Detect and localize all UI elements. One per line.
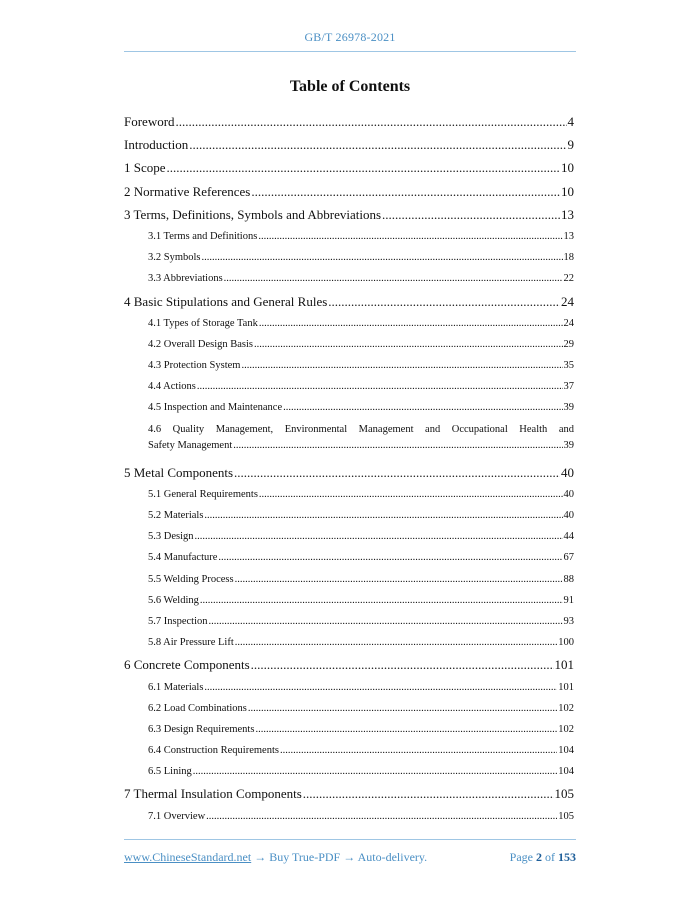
toc-subentry[interactable] [148,611,574,632]
toc-entry[interactable] [148,419,574,461]
toc-entry[interactable] [124,180,574,203]
toc-subentry[interactable] [148,740,574,761]
toc-entry-label: 4.6 Quality Management, Environmental Management and Occupational Health and [148,423,574,435]
toc-entry[interactable] [124,461,574,484]
toc-subentry[interactable] [148,677,574,698]
toc-subentry[interactable] [148,698,574,719]
dot-leader [259,484,563,505]
toc-entry-label: 5.7 Inspection [148,615,208,627]
toc-subentry[interactable] [148,313,574,334]
toc-entry-page: 39 [563,439,574,451]
dot-leader [235,632,558,653]
toc-subentry[interactable] [148,376,574,397]
toc-entry-label: 5.6 Welding [148,594,199,606]
toc-entry-label: 6.4 Construction Requirements [148,745,279,757]
dot-leader [235,569,563,590]
footer-rule [124,839,576,840]
toc-entry-page: 102 [558,723,574,735]
dot-leader [303,782,554,805]
dot-leader [204,505,562,526]
page-total: 153 [558,850,576,864]
toc-entry-label: 4.2 Overall Design Basis [148,338,253,350]
dot-leader [200,590,563,611]
dot-leader [209,611,563,632]
toc-entry-page: 102 [558,702,574,714]
toc-entry[interactable] [124,782,574,805]
toc-subentry[interactable] [148,397,574,418]
toc-entry-page: 13 [563,230,574,242]
toc-entry-page: 18 [563,252,574,264]
toc-entry-label: 5.2 Materials [148,510,204,521]
toc-entry-label: 5.8 Air Pressure Lift [148,637,234,649]
toc-entry-label: 1 Scope [124,160,166,176]
table-of-contents [124,110,574,827]
toc-subentry[interactable] [148,484,574,505]
dot-leader [382,203,560,226]
dot-leader [176,110,567,133]
toc-entry-label: 7.1 Overview [148,810,206,822]
dot-leader [204,677,557,698]
toc-entry-label: 5.4 Manufacture [148,552,218,564]
dot-leader [206,806,557,827]
dot-leader [234,461,560,484]
site-link[interactable]: www.ChineseStandard.net [124,850,252,864]
toc-entry-page: 35 [563,360,574,372]
toc-entry-page: 4 [567,114,574,129]
toc-entry-page: 24 [563,317,574,329]
toc-entry-label-continued: Safety Management [148,439,233,451]
toc-entry-page: 101 [558,681,574,693]
dot-leader [197,376,563,397]
toc-entry-label: 3 Terms, Definitions, Symbols and Abbreviations [124,206,382,222]
toc-entry[interactable] [124,203,574,226]
delivery-text: Auto-delivery. [357,850,428,864]
toc-entry[interactable] [124,290,574,313]
header-rule [124,51,576,52]
toc-entry-label: 6 Concrete Components [124,657,250,673]
dot-leader [218,547,562,568]
toc-subentry[interactable] [148,806,574,827]
toc-subentry[interactable] [148,334,574,355]
toc-subentry[interactable] [148,632,574,653]
toc-entry-page: 22 [563,273,574,285]
page-indicator [510,850,576,865]
toc-subentry[interactable] [148,355,574,376]
toc-subentry[interactable] [148,247,574,268]
arrow-icon: → [340,850,358,864]
footer-links [124,850,427,865]
dot-leader [224,268,563,289]
toc-entry-label: 3.1 Terms and Definitions [148,230,258,242]
toc-subentry[interactable] [148,719,574,740]
dot-leader [195,526,563,547]
toc-entry-page: 13 [561,206,574,222]
toc-entry-label: 6.1 Materials [148,681,204,693]
toc-entry-label: 6.5 Lining [148,766,192,778]
toc-entry-page: 29 [563,338,574,350]
toc-entry[interactable] [124,653,574,676]
toc-entry-label: 4.5 Inspection and Maintenance [148,402,283,414]
dot-leader [255,719,557,740]
toc-entry-label: 3.2 Symbols [148,252,201,264]
toc-entry-page: 93 [563,615,574,627]
dot-leader [280,740,557,761]
toc-subentry[interactable] [148,761,574,782]
toc-entry-page: 101 [554,657,574,673]
toc-entry-page: 100 [558,637,574,649]
toc-entry-page: 67 [563,552,574,564]
toc-subentry[interactable] [148,526,574,547]
page-of: of [545,850,555,864]
toc-entry-page: 40 [561,464,574,480]
toc-entry-page: 104 [558,745,574,757]
dot-leader [233,438,562,454]
toc-entry-label: 3.3 Abbreviations [148,273,223,285]
toc-entry-label: 5 Metal Components [124,464,234,480]
dot-leader [251,653,554,676]
toc-entry-page: 40 [563,488,574,500]
toc-entry-page: 104 [558,766,574,778]
toc-entry-label: 4.1 Types of Storage Tank [148,317,258,329]
toc-entry-label: 4.4 Actions [148,381,196,393]
dot-leader [241,355,562,376]
toc-subentry[interactable] [148,505,574,526]
toc-entry-page: 10 [561,160,574,176]
toc-entry-label: Foreword [124,114,175,129]
dot-leader [193,761,558,782]
toc-entry-page: 40 [563,510,574,521]
toc-entry-label: 5.3 Design [148,531,194,543]
toc-subentry[interactable] [148,569,574,590]
toc-entry-page: 9 [567,137,574,153]
toc-entry-label: 6.2 Load Combinations [148,702,247,714]
toc-entry-label: 5.1 General Requirements [148,488,258,500]
toc-entry[interactable] [124,156,574,179]
arrow-icon: → [251,850,270,864]
toc-entry-label: 4.3 Protection System [148,360,241,372]
toc-entry-label: Introduction [124,137,189,153]
toc-entry-page: 39 [563,402,574,414]
dot-leader [259,313,563,334]
page-prefix: Page [509,850,533,864]
dot-leader [189,133,566,156]
toc-entry-page: 105 [558,810,574,822]
toc-entry-label: 4 Basic Stipulations and General Rules [124,293,328,309]
toc-entry[interactable] [124,133,574,156]
toc-entry-page: 44 [563,531,574,543]
dot-leader [202,247,563,268]
dot-leader [251,180,560,203]
toc-entry-label: 5.5 Welding Process [148,573,234,585]
toc-entry-page: 105 [554,786,574,802]
toc-subentry[interactable] [148,547,574,568]
dot-leader [258,226,562,247]
toc-entry-page: 91 [563,594,574,606]
toc-entry-label: 6.3 Design Requirements [148,723,255,735]
toc-entry-label: 7 Thermal Insulation Components [124,786,302,802]
buy-link[interactable]: Buy True-PDF [269,850,341,864]
dot-leader [248,698,557,719]
toc-subentry[interactable] [148,590,574,611]
page-current: 2 [536,850,542,864]
page-title: Table of Contents [289,78,411,95]
toc-subentry[interactable] [148,268,574,289]
standard-number: GB/T 26978-2021 [304,30,396,44]
toc-subentry[interactable] [148,226,574,247]
dot-leader [328,290,560,313]
dot-leader [167,156,560,179]
toc-entry[interactable] [124,110,574,133]
toc-entry-page: 88 [563,573,574,585]
toc-entry-page: 37 [563,381,574,393]
dot-leader [254,334,563,355]
toc-entry-page: 10 [561,183,574,199]
toc-entry-label: 2 Normative References [124,183,251,199]
dot-leader [283,397,562,418]
toc-entry-page: 24 [561,293,574,309]
